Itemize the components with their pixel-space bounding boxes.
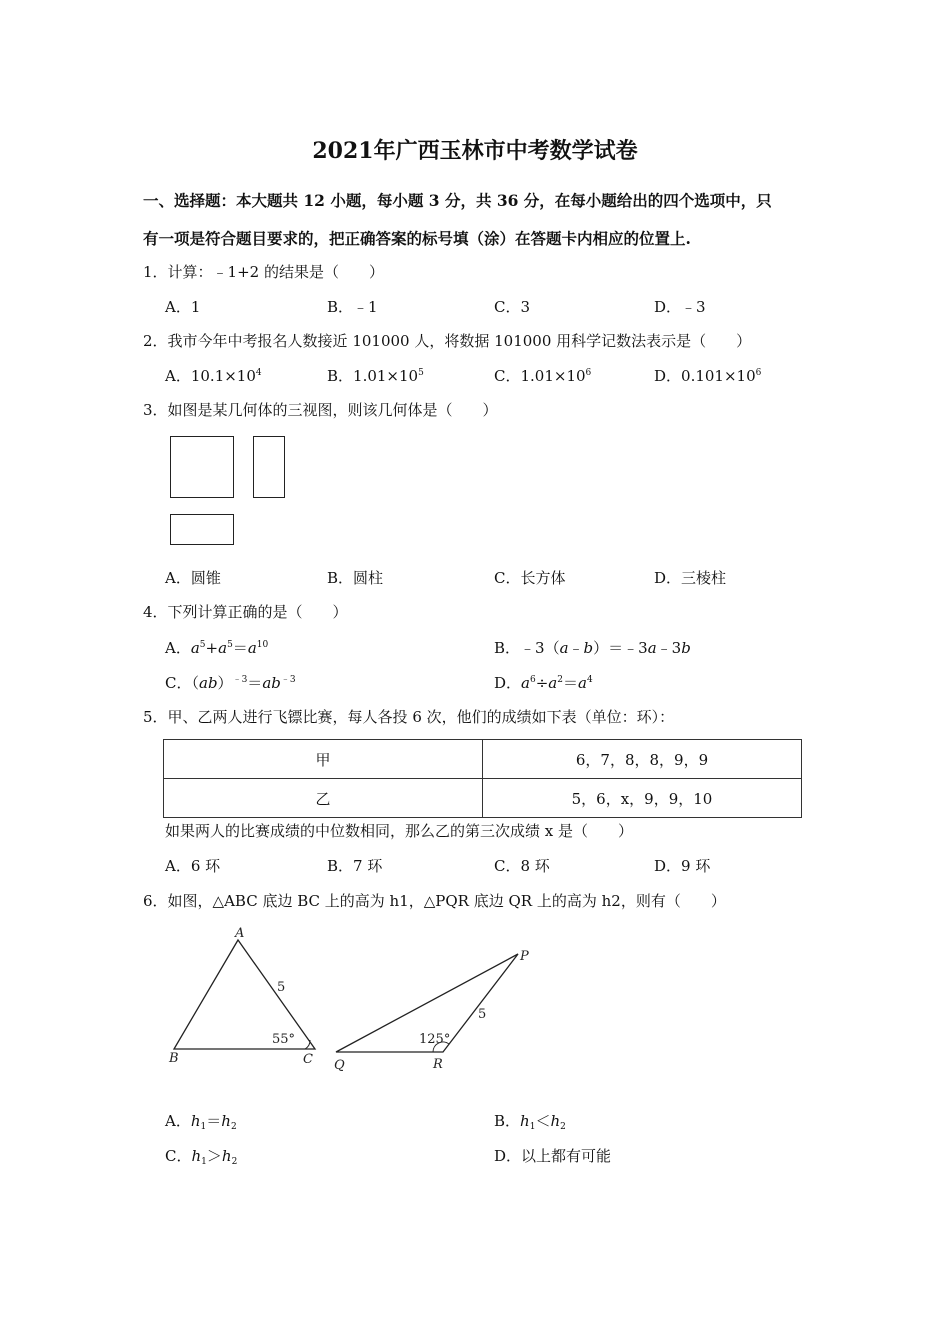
- q6-option-d: D．以上都有可能: [494, 1147, 612, 1165]
- player-scores: 6，7，8，8，9，9: [483, 740, 802, 779]
- q6-option-a: A．$h_1=h_2$: [165, 1112, 237, 1132]
- q6-stem: 6．如图，△ABC 底边 BC 上的高为 h1，△PQR 底边 QR 上的高为 h2，则有（ ）: [143, 892, 726, 910]
- q4-option-c: C．$(ab)^{﹣3}=ab^{﹣3}$: [165, 674, 296, 692]
- q5-option-c: C．8 环: [494, 857, 550, 875]
- vertex-q-label: Q: [334, 1058, 345, 1073]
- angle-r-value: 125°: [419, 1032, 451, 1047]
- player-name: 甲: [164, 740, 483, 779]
- q4-option-b: B．﹣3（a﹣b）＝﹣3a﹣3b: [494, 639, 691, 657]
- q5-follow: 如果两人的比赛成绩的中位数相同，那么乙的第三次成绩 x 是（ ）: [165, 822, 633, 840]
- q2-option-d: D．$0.101\times 10^6$: [654, 367, 762, 385]
- q2-stem: 2．我市今年中考报名人数接近 101000 人，将数据 101000 用科学记数法表示是（ ）: [143, 332, 752, 350]
- q3-option-d: D．三棱柱: [654, 569, 727, 587]
- triangles-figure: [160, 920, 550, 1080]
- q4-option-d-formula: $a^6\div a^2=a^4$: [521, 674, 593, 692]
- q1-option-a: A．1: [165, 298, 201, 316]
- q1-option-b: B．﹣1: [327, 298, 378, 316]
- player-scores: 5，6，x，9，9，10: [483, 779, 802, 818]
- side-view-rectangle: [253, 436, 285, 498]
- q3-stem: 3．如图是某几何体的三视图，则该几何体是（ ）: [143, 401, 498, 419]
- q2-option-b: B．$1.01\times 10^5$: [327, 367, 424, 385]
- q4-option-a-formula: $a^5+a^5=a^{10}$: [190, 639, 269, 657]
- paper-title: 2021年广西玉林市中考数学试卷: [312, 138, 638, 164]
- q4-option-c-formula: $(ab)^{﹣3}=ab^{﹣3}$: [191, 674, 296, 692]
- q5-option-a: A．6 环: [165, 857, 221, 875]
- angle-c-value: 55°: [272, 1032, 296, 1047]
- section-header-line2: 有一项是符合题目要求的，把正确答案的标号填（涂）在答题卡内相应的位置上.: [143, 229, 691, 248]
- side-pr-length: 5: [478, 1007, 487, 1022]
- table-row: [164, 779, 802, 818]
- q3-option-b: B．圆柱: [327, 569, 384, 587]
- top-view-rectangle: [170, 514, 234, 545]
- front-view-square: [170, 436, 234, 498]
- q4-option-d: D．$a^6\div a^2=a^4$: [494, 674, 593, 692]
- table-row: [164, 740, 802, 779]
- q3-option-c: C．长方体: [494, 569, 566, 587]
- q5-stem: 5．甲、乙两人进行飞镖比赛，每人各投 6 次，他们的成绩如下表（单位：环）：: [143, 708, 675, 726]
- q1-stem: 1．计算：﹣1+2 的结果是（ ）: [143, 263, 384, 281]
- q4-option-a: A．$a^5+a^5=a^{10}$: [165, 639, 269, 657]
- section-header-line1: 一、选择题：本大题共 12 小题，每小题 3 分，共 36 分，在每小题给出的四个选项中，只: [143, 191, 772, 210]
- q5-option-d: D．9 环: [654, 857, 711, 875]
- vertex-p-label: P: [520, 949, 529, 964]
- player-name: 乙: [164, 779, 483, 818]
- vertex-r-label: R: [433, 1057, 443, 1072]
- side-ac-length: 5: [277, 980, 286, 995]
- vertex-b-label: B: [169, 1051, 179, 1066]
- q6-option-c: C．$h_1>h_2$: [165, 1147, 238, 1167]
- q4-stem: 4．下列计算正确的是（ ）: [143, 603, 348, 621]
- q1-option-d: D．﹣3: [654, 298, 706, 316]
- vertex-c-label: C: [303, 1052, 313, 1067]
- q3-option-a: A．圆锥: [165, 569, 221, 587]
- q4-option-b-formula: ﹣3（a﹣b）＝﹣3a﹣3b: [520, 639, 691, 657]
- q1-option-c: C．3: [494, 298, 531, 316]
- q5-option-b: B．7 环: [327, 857, 383, 875]
- q6-option-b: B．$h_1<h_2$: [494, 1112, 566, 1132]
- score-table: [163, 739, 802, 818]
- vertex-a-label: A: [235, 926, 245, 941]
- q2-option-a: A．$10.1\times 10^4$: [165, 367, 262, 385]
- q2-option-c: C．$1.01\times 10^6$: [494, 367, 592, 385]
